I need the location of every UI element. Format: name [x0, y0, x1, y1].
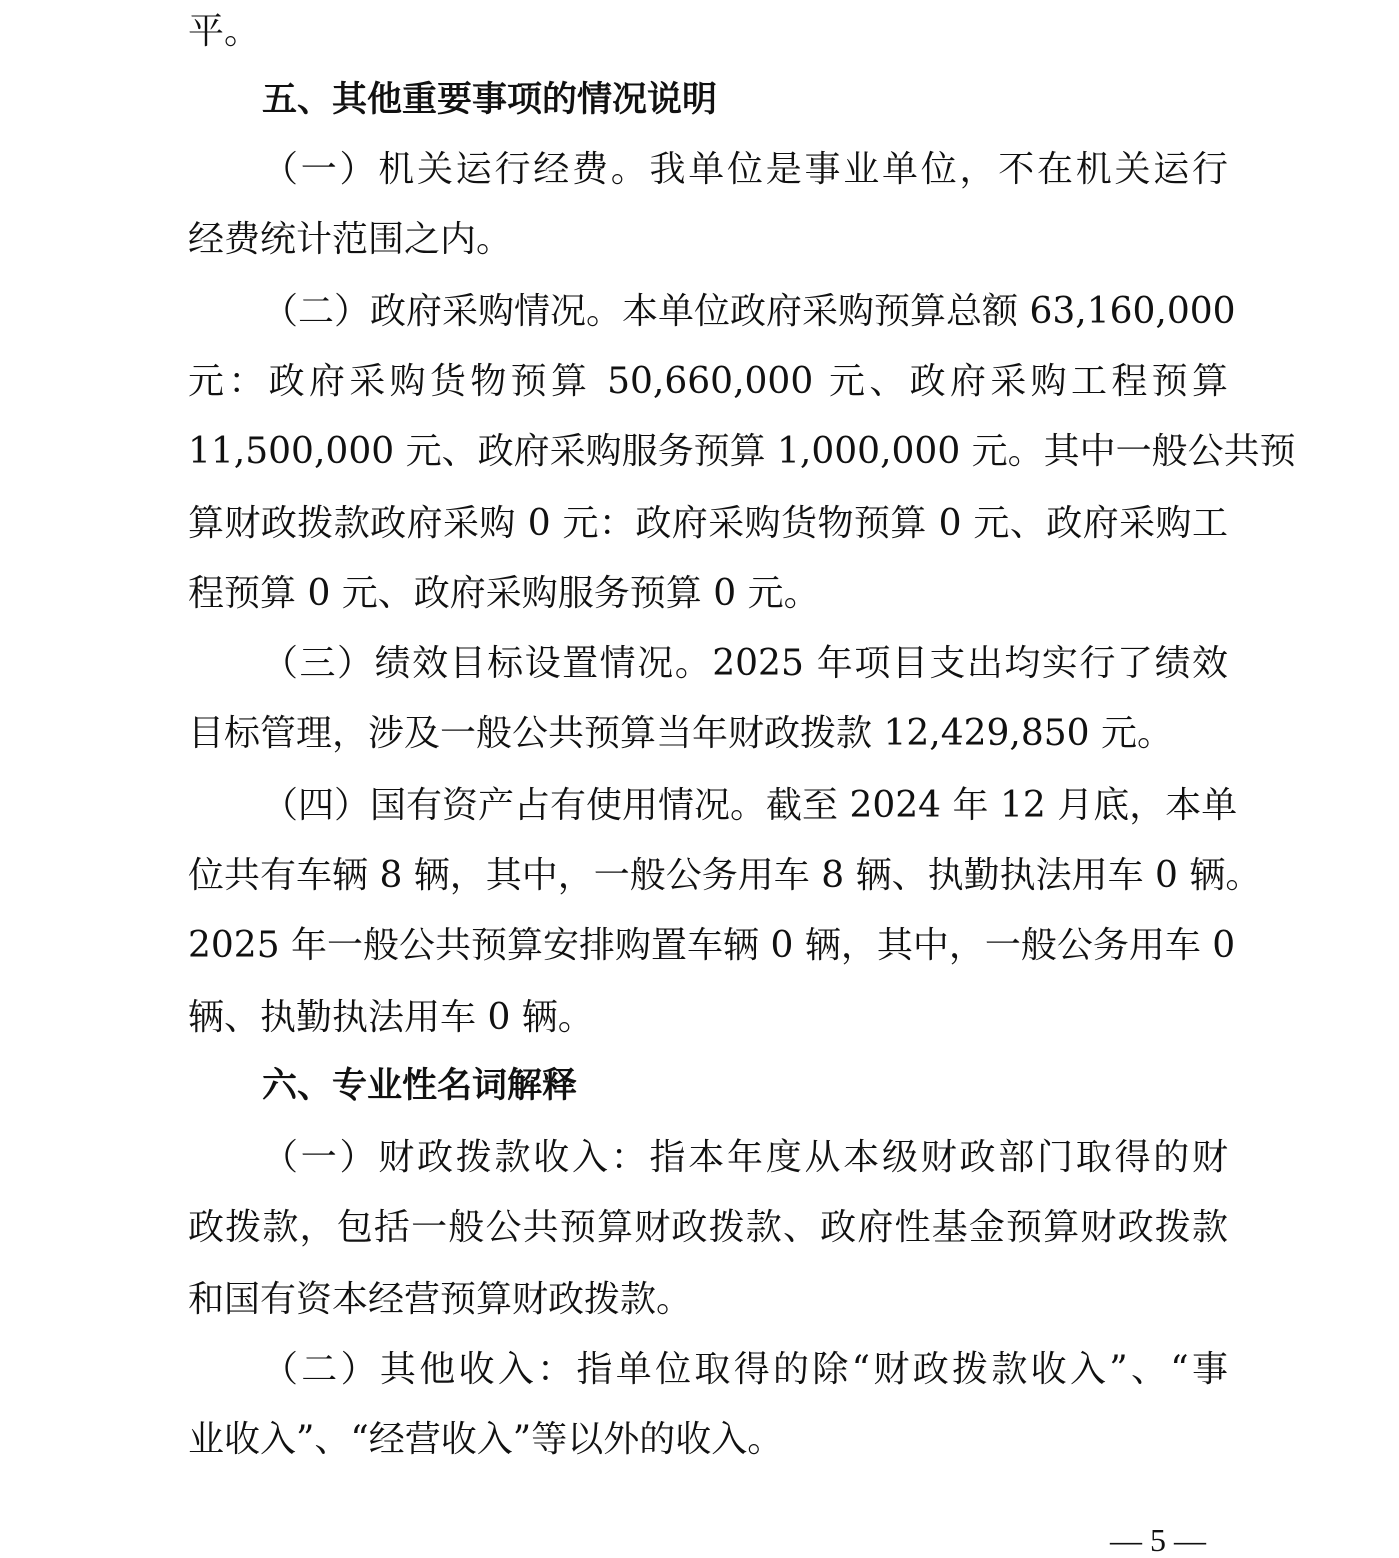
paragraph-line: 程预算 0 元、政府采购服务预算 0 元。 — [188, 573, 820, 614]
paragraph-line: 2025 年一般公共预算安排购置车辆 0 辆，其中，一般公务用车 0 — [188, 925, 1236, 966]
paragraph-line: 辆、执勤执法用车 0 辆。 — [188, 997, 594, 1038]
paragraph-line: 业收入”、“经营收入”等以外的收入。 — [188, 1419, 784, 1460]
paragraph-line: 11,500,000 元、政府采购服务预算 1,000,000 元。其中一般公共预 — [188, 431, 1296, 472]
paragraph-line: 算财政拨款政府采购 0 元：政府采购货物预算 0 元、政府采购工 — [188, 503, 1228, 544]
paragraph-line: （二）其他收入：指单位取得的除“财政拨款收入”、“事 — [262, 1349, 1228, 1390]
paragraph-line: （一）机关运行经费。我单位是事业单位，不在机关运行 — [262, 149, 1228, 190]
paragraph-line: 位共有车辆 8 辆，其中，一般公务用车 8 辆、执勤执法用车 0 辆。 — [188, 855, 1262, 896]
text-line: 平。 — [188, 11, 261, 52]
paragraph-line: 政拨款，包括一般公共预算财政拨款、政府性基金预算财政拨款 — [188, 1207, 1228, 1248]
paragraph-line: 元：政府采购货物预算 50,660,000 元、政府采购工程预算 — [188, 361, 1228, 402]
paragraph-line: 目标管理，涉及一般公共预算当年财政拨款 12,429,850 元。 — [188, 713, 1174, 754]
paragraph-line: （四）国有资产占有使用情况。截至 2024 年 12 月底，本单 — [262, 785, 1238, 826]
paragraph-line: 经费统计范围之内。 — [188, 219, 513, 260]
section-heading: 六、专业性名词解释 — [262, 1066, 578, 1106]
paragraph-line: （三）绩效目标设置情况。2025 年项目支出均实行了绩效 — [262, 643, 1228, 684]
section-heading: 五、其他重要事项的情况说明 — [262, 80, 718, 120]
paragraph-line: （二）政府采购情况。本单位政府采购预算总额 63,160,000 — [262, 291, 1236, 332]
page-number: — 5 — — [1110, 1522, 1206, 1558]
paragraph-line: （一）财政拨款收入：指本年度从本级财政部门取得的财 — [262, 1137, 1228, 1178]
paragraph-line: 和国有资本经营预算财政拨款。 — [188, 1279, 693, 1320]
